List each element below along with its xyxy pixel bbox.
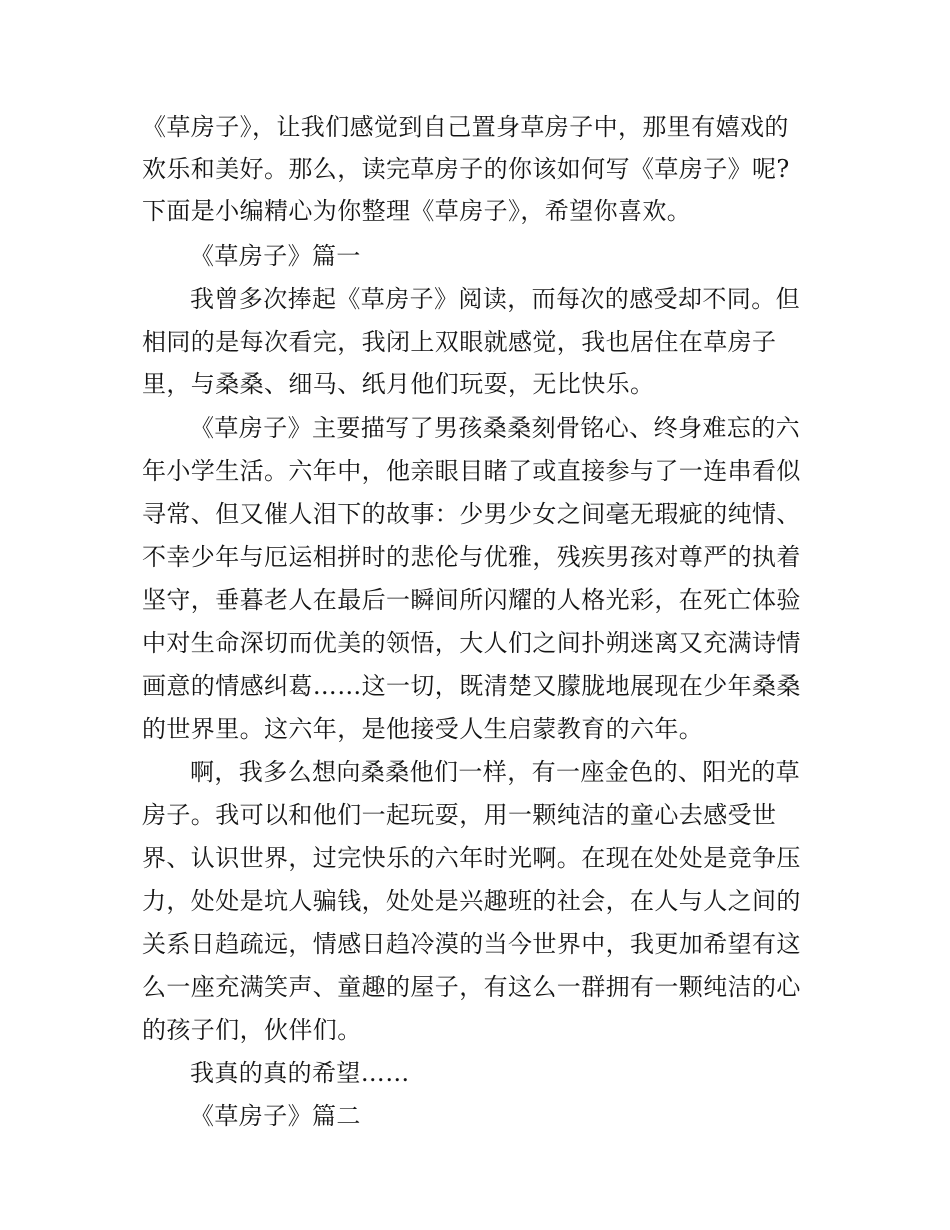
paragraph-3-line-7: 的孩子们，伙伴们。 — [142, 1016, 362, 1044]
paragraph-2-line-3: 寻常、但又催人泪下的故事：少男少女之间毫无瑕疵的纯情、 — [142, 500, 801, 528]
paragraph-3-line-4: 力，处处是坑人骗钱，处处是兴趣班的社会，在人与人之间的 — [142, 887, 801, 915]
paragraph-2-line-4: 不幸少年与厄运相拼时的悲伦与优雅，残疾男孩对尊严的执着 — [142, 543, 801, 571]
paragraph-2-line-6: 中对生命深切而优美的领悟，大人们之间扑朔迷离又充满诗情 — [142, 629, 801, 657]
paragraph-1-line-2: 相同的是每次看完，我闭上双眼就感觉，我也居住在草房子 — [142, 328, 777, 356]
section-heading-1: 《草房子》篇一 — [190, 242, 361, 270]
paragraph-3-line-1: 啊，我多么想向桑桑他们一样，有一座金色的、阳光的草 — [190, 758, 800, 786]
paragraph-2-line-1: 《草房子》主要描写了男孩桑桑刻骨铭心、终身难忘的六 — [190, 414, 800, 442]
paragraph-2-line-7: 画意的情感纠葛……这一切，既清楚又朦胧地展现在少年桑桑 — [142, 672, 801, 700]
paragraph-4-line-1: 我真的真的希望…… — [190, 1059, 410, 1087]
intro-line-3: 下面是小编精心为你整理《草房子》，希望你喜欢。 — [142, 197, 692, 225]
paragraph-2-line-2: 年小学生活。六年中，他亲眼目睹了或直接参与了一连串看似 — [142, 457, 801, 485]
paragraph-3-line-6: 么一座充满笑声、童趣的屋子，有这么一群拥有一颗纯洁的心 — [142, 973, 801, 1001]
intro-line-2: 欢乐和美好。那么，读完草房子的你该如何写《草房子》呢? — [142, 155, 790, 183]
intro-line-1: 《草房子》，让我们感觉到自己置身草房子中，那里有嬉戏的 — [142, 113, 789, 141]
paragraph-3-line-3: 界、认识世界，过完快乐的六年时光啊。在现在处处是竞争压 — [142, 844, 801, 872]
paragraph-2-line-5: 坚守，垂暮老人在最后一瞬间所闪耀的人格光彩，在死亡体验 — [142, 586, 801, 614]
section-heading-2: 《草房子》篇二 — [190, 1102, 361, 1130]
paragraph-3-line-2: 房子。我可以和他们一起玩耍，用一颗纯洁的童心去感受世 — [142, 801, 777, 829]
paragraph-3-line-5: 关系日趋疏远，情感日趋冷漠的当今世界中，我更加希望有这 — [142, 930, 801, 958]
paragraph-2-line-8: 的世界里。这六年，是他接受人生启蒙教育的六年。 — [142, 715, 704, 743]
paragraph-1-line-3: 里，与桑桑、细马、纸月他们玩耍，无比快乐。 — [142, 370, 655, 398]
paragraph-1-line-1: 我曾多次捧起《草房子》阅读，而每次的感受却不同。但 — [190, 285, 800, 313]
